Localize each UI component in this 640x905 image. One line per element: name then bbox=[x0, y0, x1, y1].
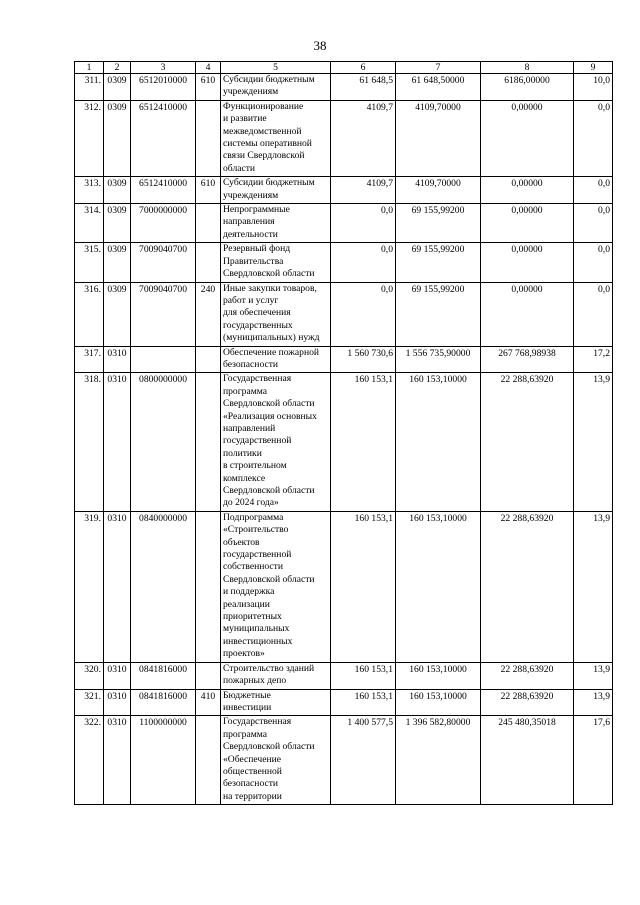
header-col-1: 1 bbox=[75, 62, 104, 74]
item-name: Субсидии бюджетным учреждениям bbox=[221, 74, 331, 101]
executed-amount: 267 768,98938 bbox=[481, 346, 574, 373]
target-article-code: 7009040700 bbox=[131, 282, 196, 346]
expense-type-code: 410 bbox=[196, 689, 221, 716]
execution-percent: 17,2 bbox=[574, 346, 613, 373]
section-code: 0310 bbox=[104, 716, 131, 805]
expense-type-code bbox=[196, 346, 221, 373]
item-name: Подпрограмма «Строительство объектов государственной собственности Свердловской области и поддержка реализации приоритетных муниципальных инвестиционных проектов» bbox=[221, 511, 331, 662]
row-number: 321. bbox=[75, 689, 104, 716]
expense-type-code bbox=[196, 204, 221, 243]
header-col-8: 8 bbox=[481, 62, 574, 74]
header-col-9: 9 bbox=[574, 62, 613, 74]
row-number: 315. bbox=[75, 243, 104, 282]
header-col-2: 2 bbox=[104, 62, 131, 74]
table-row bbox=[75, 716, 613, 805]
planned-amount: 1 560 730,6 bbox=[331, 346, 396, 373]
execution-percent: 13,9 bbox=[574, 689, 613, 716]
target-article-code: 7009040700 bbox=[131, 243, 196, 282]
row-number: 311. bbox=[75, 74, 104, 101]
approved-amount: 4109,70000 bbox=[396, 177, 481, 204]
execution-percent: 0,0 bbox=[574, 177, 613, 204]
table-row bbox=[75, 74, 613, 101]
table-row bbox=[75, 662, 613, 689]
section-code: 0310 bbox=[104, 662, 131, 689]
page-number: 38 bbox=[313, 38, 327, 53]
item-name: Обеспечение пожарной безопасности bbox=[221, 346, 331, 373]
header-col-7: 7 bbox=[396, 62, 481, 74]
table-row bbox=[75, 511, 613, 662]
item-name: Функционирование и развитие межведомственной системы оперативной связи Свердловской области bbox=[221, 100, 331, 176]
section-code: 0309 bbox=[104, 74, 131, 101]
execution-percent: 17,6 bbox=[574, 716, 613, 805]
section-code: 0309 bbox=[104, 100, 131, 176]
table-body bbox=[75, 74, 613, 805]
section-code: 0310 bbox=[104, 689, 131, 716]
target-article-code: 6512410000 bbox=[131, 100, 196, 176]
row-number: 320. bbox=[75, 662, 104, 689]
approved-amount: 4109,70000 bbox=[396, 100, 481, 176]
row-number: 316. bbox=[75, 282, 104, 346]
item-name: Бюджетные инвестиции bbox=[221, 689, 331, 716]
header-row bbox=[75, 62, 613, 74]
planned-amount: 1 400 577,5 bbox=[331, 716, 396, 805]
section-code: 0310 bbox=[104, 511, 131, 662]
execution-percent: 13,9 bbox=[574, 373, 613, 511]
table-row bbox=[75, 282, 613, 346]
executed-amount: 0,00000 bbox=[481, 243, 574, 282]
executed-amount: 22 288,63920 bbox=[481, 662, 574, 689]
row-number: 312. bbox=[75, 100, 104, 176]
section-code: 0310 bbox=[104, 373, 131, 511]
row-number: 322. bbox=[75, 716, 104, 805]
planned-amount: 4109,7 bbox=[331, 177, 396, 204]
approved-amount: 160 153,10000 bbox=[396, 662, 481, 689]
item-name: Иные закупки товаров, работ и услуг для обеспечения государственных (муниципальных) нужд bbox=[221, 282, 331, 346]
approved-amount: 160 153,10000 bbox=[396, 689, 481, 716]
planned-amount: 160 153,1 bbox=[331, 373, 396, 511]
planned-amount: 0,0 bbox=[331, 204, 396, 243]
target-article-code: 7000000000 bbox=[131, 204, 196, 243]
execution-percent: 0,0 bbox=[574, 243, 613, 282]
expense-type-code bbox=[196, 511, 221, 662]
planned-amount: 4109,7 bbox=[331, 100, 396, 176]
planned-amount: 160 153,1 bbox=[331, 511, 396, 662]
expense-type-code bbox=[196, 373, 221, 511]
header-col-3: 3 bbox=[131, 62, 196, 74]
approved-amount: 1 396 582,80000 bbox=[396, 716, 481, 805]
table-row bbox=[75, 204, 613, 243]
approved-amount: 69 155,99200 bbox=[396, 243, 481, 282]
execution-percent: 10,0 bbox=[574, 74, 613, 101]
planned-amount: 0,0 bbox=[331, 243, 396, 282]
executed-amount: 6186,00000 bbox=[481, 74, 574, 101]
planned-amount: 160 153,1 bbox=[331, 689, 396, 716]
approved-amount: 69 155,99200 bbox=[396, 282, 481, 346]
section-code: 0309 bbox=[104, 243, 131, 282]
section-code: 0309 bbox=[104, 282, 131, 346]
expense-type-code bbox=[196, 100, 221, 176]
executed-amount: 245 480,35018 bbox=[481, 716, 574, 805]
expense-type-code bbox=[196, 243, 221, 282]
table-row bbox=[75, 689, 613, 716]
budget-table bbox=[74, 61, 613, 805]
item-name: Государственная программа Свердловской области «Обеспечение общественной безопасности на территории bbox=[221, 716, 331, 805]
table-row bbox=[75, 373, 613, 511]
section-code: 0310 bbox=[104, 346, 131, 373]
approved-amount: 160 153,10000 bbox=[396, 373, 481, 511]
item-name: Государственная программа Свердловской области «Реализация основных направлений государственной политики в строительном комплексе Свердловской области до 2024 года» bbox=[221, 373, 331, 511]
target-article-code: 6512410000 bbox=[131, 177, 196, 204]
expense-type-code bbox=[196, 716, 221, 805]
header-col-5: 5 bbox=[221, 62, 331, 74]
row-number: 318. bbox=[75, 373, 104, 511]
target-article-code: 0841816000 bbox=[131, 662, 196, 689]
planned-amount: 160 153,1 bbox=[331, 662, 396, 689]
target-article-code: 0841816000 bbox=[131, 689, 196, 716]
row-number: 314. bbox=[75, 204, 104, 243]
approved-amount: 61 648,50000 bbox=[396, 74, 481, 101]
item-name: Строительство зданий пожарных депо bbox=[221, 662, 331, 689]
row-number: 317. bbox=[75, 346, 104, 373]
row-number: 319. bbox=[75, 511, 104, 662]
approved-amount: 1 556 735,90000 bbox=[396, 346, 481, 373]
header-col-4: 4 bbox=[196, 62, 221, 74]
table-row bbox=[75, 177, 613, 204]
executed-amount: 0,00000 bbox=[481, 177, 574, 204]
target-article-code: 6512010000 bbox=[131, 74, 196, 101]
table-row bbox=[75, 346, 613, 373]
expense-type-code bbox=[196, 662, 221, 689]
item-name: Субсидии бюджетным учреждениям bbox=[221, 177, 331, 204]
header-col-6: 6 bbox=[331, 62, 396, 74]
target-article-code: 0840000000 bbox=[131, 511, 196, 662]
execution-percent: 13,9 bbox=[574, 511, 613, 662]
approved-amount: 69 155,99200 bbox=[396, 204, 481, 243]
target-article-code: 0800000000 bbox=[131, 373, 196, 511]
expense-type-code: 610 bbox=[196, 74, 221, 101]
section-code: 0309 bbox=[104, 177, 131, 204]
execution-percent: 0,0 bbox=[574, 100, 613, 176]
executed-amount: 22 288,63920 bbox=[481, 373, 574, 511]
executed-amount: 22 288,63920 bbox=[481, 511, 574, 662]
execution-percent: 0,0 bbox=[574, 282, 613, 346]
executed-amount: 22 288,63920 bbox=[481, 689, 574, 716]
executed-amount: 0,00000 bbox=[481, 100, 574, 176]
table-row bbox=[75, 243, 613, 282]
section-code: 0309 bbox=[104, 204, 131, 243]
planned-amount: 0,0 bbox=[331, 282, 396, 346]
approved-amount: 160 153,10000 bbox=[396, 511, 481, 662]
item-name: Непрограммные направления деятельности bbox=[221, 204, 331, 243]
expense-type-code: 610 bbox=[196, 177, 221, 204]
executed-amount: 0,00000 bbox=[481, 282, 574, 346]
row-number: 313. bbox=[75, 177, 104, 204]
table-row bbox=[75, 100, 613, 176]
target-article-code bbox=[131, 346, 196, 373]
execution-percent: 0,0 bbox=[574, 204, 613, 243]
planned-amount: 61 648,5 bbox=[331, 74, 396, 101]
execution-percent: 13,9 bbox=[574, 662, 613, 689]
target-article-code: 1100000000 bbox=[131, 716, 196, 805]
executed-amount: 0,00000 bbox=[481, 204, 574, 243]
item-name: Резервный фонд Правительства Свердловской области bbox=[221, 243, 331, 282]
expense-type-code: 240 bbox=[196, 282, 221, 346]
